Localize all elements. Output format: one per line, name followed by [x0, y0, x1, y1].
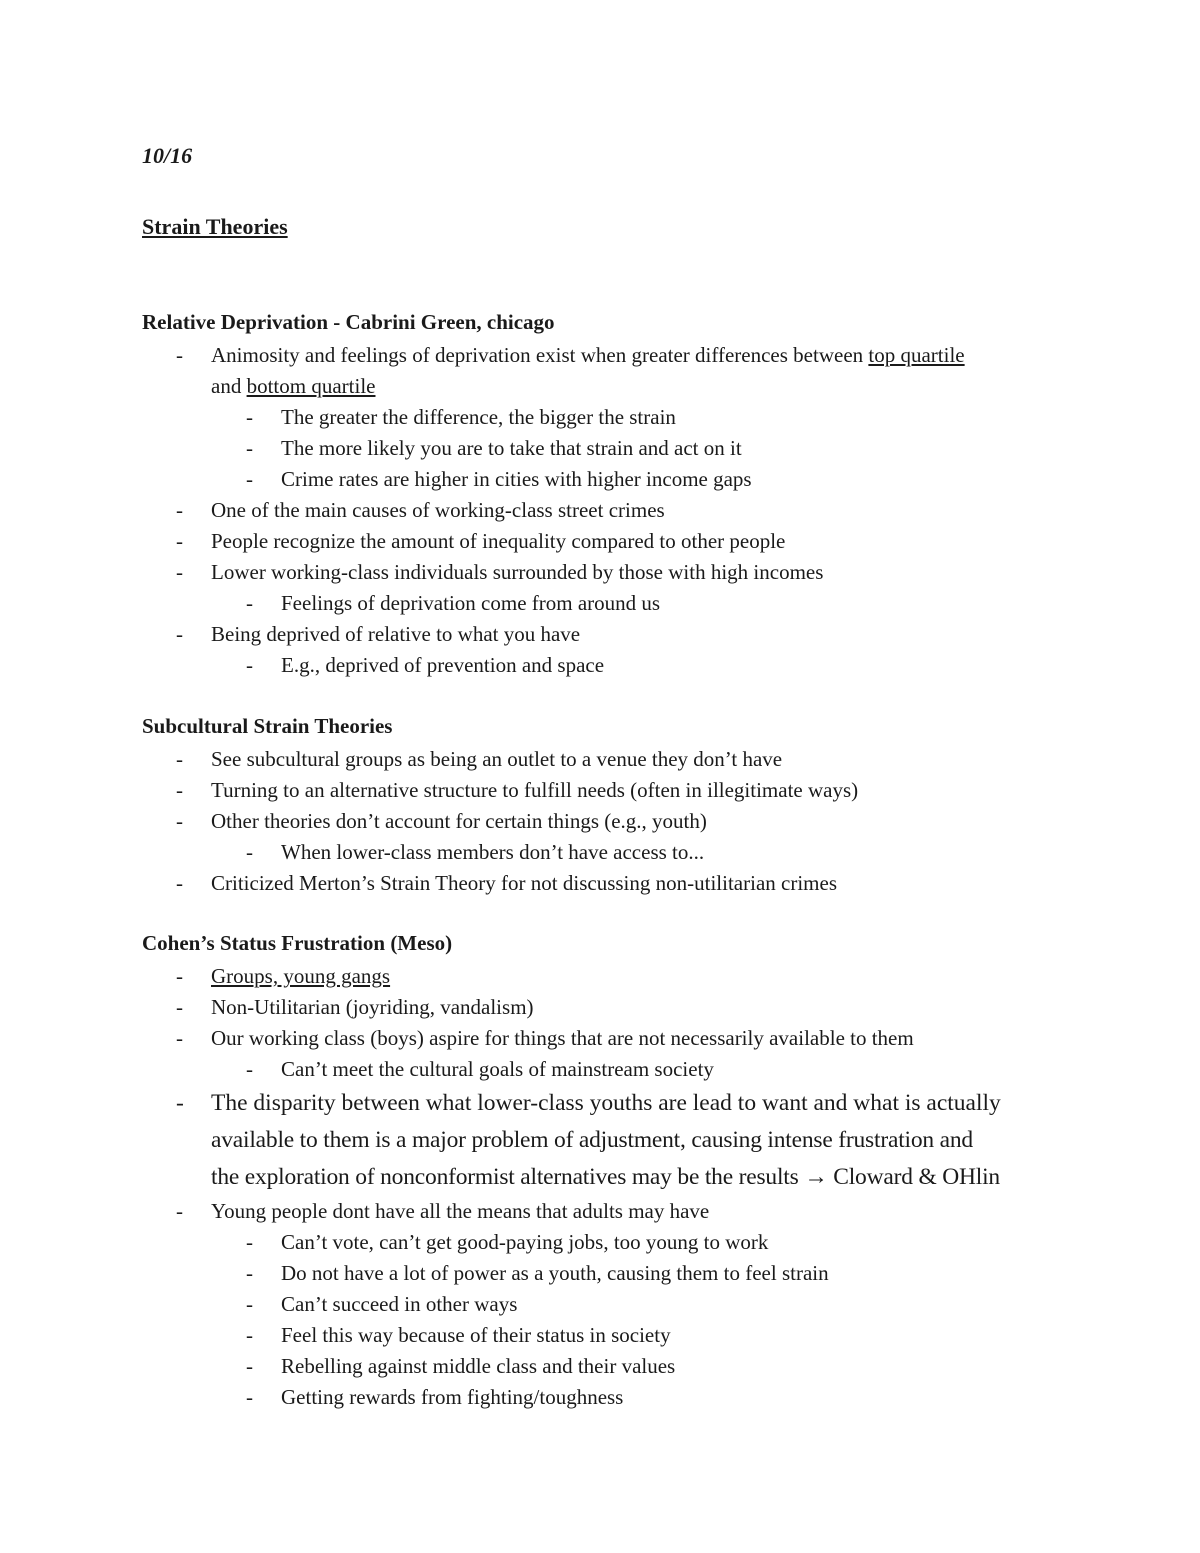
list-item	[176, 495, 665, 526]
underlined-text: top quartile	[868, 343, 965, 367]
section-heading-relative-deprivation: Relative Deprivation - Cabrini Green, chicago	[142, 310, 555, 334]
list-item-text: Animosity and feelings of deprivation exist when greater differences between	[211, 343, 869, 367]
date-heading: 10/16	[142, 143, 193, 168]
list-item-text: Can’t succeed in other ways	[281, 1292, 518, 1316]
section-heading-cohen: Cohen’s Status Frustration (Meso)	[142, 931, 453, 955]
list-item-text: Crime rates are higher in cities with higher income gaps	[281, 467, 752, 491]
list-item-text: Our working class (boys) aspire for things that are not necessarily available to them	[211, 1026, 914, 1050]
sub-list-item	[246, 1351, 675, 1382]
bullet-dash: -	[246, 1323, 253, 1347]
bullet-dash: -	[176, 871, 183, 895]
list-item-text: When lower-class members don’t have access to...	[281, 840, 705, 864]
sub-list-item	[246, 1258, 829, 1289]
underlined-text: bottom quartile	[246, 374, 376, 398]
bullet-dash: -	[246, 1261, 253, 1285]
bullet-dash: -	[246, 405, 253, 429]
list-item	[176, 744, 782, 775]
sub-list-item	[246, 1054, 714, 1085]
bullet-dash: -	[246, 1354, 253, 1378]
sub-list-item	[246, 1227, 768, 1258]
list-item-quote	[176, 1085, 1001, 1122]
bullet-dash: -	[176, 747, 183, 771]
sub-list-item	[246, 402, 676, 433]
bullet-dash: -	[176, 1090, 184, 1116]
list-item-text: The more likely you are to take that strain and act on it	[281, 436, 742, 460]
bullet-dash: -	[176, 498, 183, 522]
page-title: Strain Theories	[142, 214, 288, 239]
list-item-text: Young people dont have all the means that adults may have	[211, 1199, 710, 1223]
list-item-text: The greater the difference, the bigger the strain	[281, 405, 676, 429]
list-item	[176, 775, 858, 806]
list-item-text: Feelings of deprivation come from around us	[281, 591, 661, 615]
bullet-dash: -	[176, 964, 183, 988]
bullet-dash: -	[246, 1292, 253, 1316]
bullet-dash: -	[246, 1057, 253, 1081]
bullet-dash: -	[176, 995, 183, 1019]
list-item-text: Non-Utilitarian (joyriding, vandalism)	[211, 995, 534, 1019]
list-item-text: and	[211, 374, 247, 398]
bullet-dash: -	[176, 778, 183, 802]
list-item-text: One of the main causes of working-class street crimes	[211, 498, 665, 522]
list-item-text: People recognize the amount of inequality compared to other people	[211, 529, 786, 553]
list-item-text: Other theories don’t account for certain things (e.g., youth)	[211, 809, 707, 833]
list-item-text: Can’t meet the cultural goals of mainstream society	[281, 1057, 714, 1081]
quote-line-1: The disparity between what lower-class youths are lead to want and what is actually	[211, 1090, 1001, 1116]
bullet-dash: -	[246, 467, 253, 491]
sub-list-item	[246, 1382, 623, 1413]
bullet-dash: -	[246, 591, 253, 615]
sub-list-item	[246, 1289, 517, 1320]
list-item	[176, 868, 837, 899]
list-item-text: Groups, young gangs	[211, 964, 391, 988]
bullet-dash: -	[176, 1199, 183, 1223]
bullet-dash: -	[176, 529, 183, 553]
bullet-dash: -	[176, 1026, 183, 1050]
sub-list-item	[246, 1320, 671, 1351]
sub-list-item	[246, 650, 604, 681]
list-item-text: Turning to an alternative structure to fulfill needs (often in illegitimate ways)	[211, 778, 859, 802]
bullet-dash: -	[176, 560, 183, 584]
quote-line-2: available to them is a major problem of adjustment, causing intense frustration and	[211, 1127, 973, 1153]
list-item-text: Can’t vote, can’t get good-paying jobs, too young to work	[281, 1230, 769, 1254]
list-item	[176, 992, 534, 1023]
list-item-text: Do not have a lot of power as a youth, causing them to feel strain	[281, 1261, 829, 1285]
list-item	[176, 619, 580, 650]
quote-line-3: the exploration of nonconformist alternatives may be the results → Cloward & OHlin	[211, 1164, 1000, 1190]
sub-list-item	[246, 464, 752, 495]
list-item-text: Lower working-class individuals surrounded by those with high incomes	[211, 560, 824, 584]
sub-list-item	[246, 433, 742, 464]
list-item	[176, 557, 823, 588]
bullet-dash: -	[246, 1385, 253, 1409]
list-item-text: E.g., deprived of prevention and space	[281, 653, 605, 677]
list-item-text: Getting rewards from fighting/toughness	[281, 1385, 624, 1409]
list-item-text: Being deprived of relative to what you have	[211, 622, 581, 646]
section-heading-subcultural: Subcultural Strain Theories	[142, 714, 393, 738]
list-item	[176, 961, 390, 992]
bullet-dash: -	[176, 622, 183, 646]
list-item	[176, 1196, 709, 1227]
list-item	[176, 806, 707, 837]
bullet-dash: -	[246, 436, 253, 460]
list-item-text: Feel this way because of their status in society	[281, 1323, 671, 1347]
list-item-text: Criticized Merton’s Strain Theory for not discussing non-utilitarian crimes	[211, 871, 837, 895]
list-item	[176, 526, 785, 557]
sub-list-item	[246, 588, 660, 619]
bullet-dash: -	[176, 343, 183, 367]
bullet-dash: -	[176, 809, 183, 833]
list-item-continuation	[211, 371, 375, 402]
sub-list-item	[246, 837, 704, 868]
list-item	[176, 340, 965, 371]
bullet-dash: -	[246, 840, 253, 864]
bullet-dash: -	[246, 1230, 253, 1254]
list-item-text: See subcultural groups as being an outlet to a venue they don’t have	[211, 747, 783, 771]
list-item-text: Rebelling against middle class and their values	[281, 1354, 676, 1378]
bullet-dash: -	[246, 653, 253, 677]
list-item	[176, 1023, 914, 1054]
